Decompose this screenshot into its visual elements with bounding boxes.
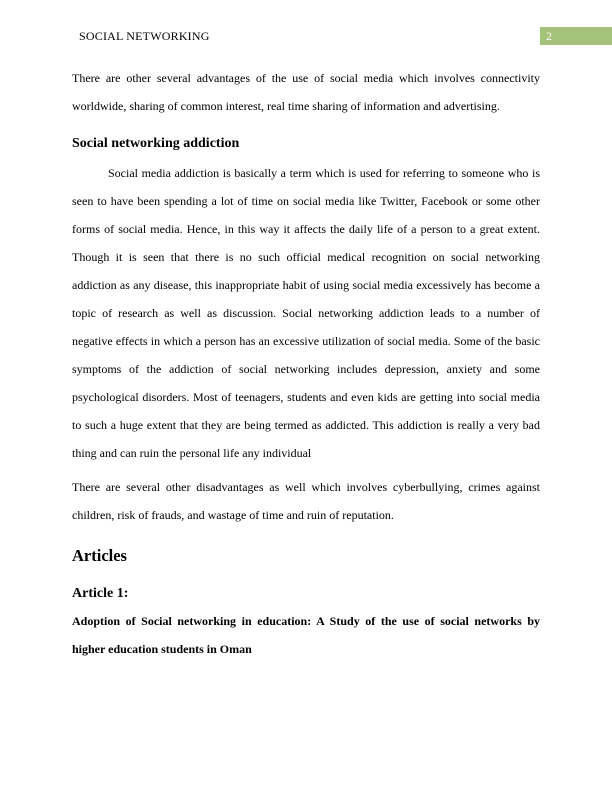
running-header-title: SOCIAL NETWORKING [79, 29, 210, 43]
article-1-heading: Article 1: [72, 586, 129, 601]
disadvantages-paragraph: There are several other disadvantages as well which involves cyberbullying, crimes against children, risk of frauds, and wastage of time and ruin of reputation. [72, 480, 540, 522]
intro-paragraph: There are other several advantages of the use of social media which involves connectivity worldwide, sharing of common interest, real time sharing of information and advertising. [72, 71, 540, 113]
section-heading-addiction: Social networking addiction [72, 136, 240, 151]
addiction-paragraph: Social media addiction is basically a term which is used for referring to someone who is seen to have been spending a lot of time on social media like Twitter, Facebook or some other forms of social media. Hence, in this way it affects the daily life of a person to a great extent. Though it is seen that there is no such official medical recognition on social networking addiction as any disease, this inappropriate habit of using social media excessively has become a topic of research as well as discussion. Social networking addiction leads to a number of negative effects in which a person has an excessive utilization of social media. Some of the basic symptoms of the addiction of social networking includes depression, anxiety and some psychological disorders. Most of teenagers, students and even kids are getting into social media to such a huge extent that they are being termed as addicted. This addiction is really a very bad thing and can ruin the personal life any individual [72, 166, 540, 460]
document-body [72, 64, 540, 663]
article-1-title: Adoption of Social networking in education: A Study of the use of social networks by higher education students in Oman [72, 614, 540, 656]
page-number-badge: 2 [540, 27, 612, 45]
articles-heading: Articles [72, 546, 127, 565]
